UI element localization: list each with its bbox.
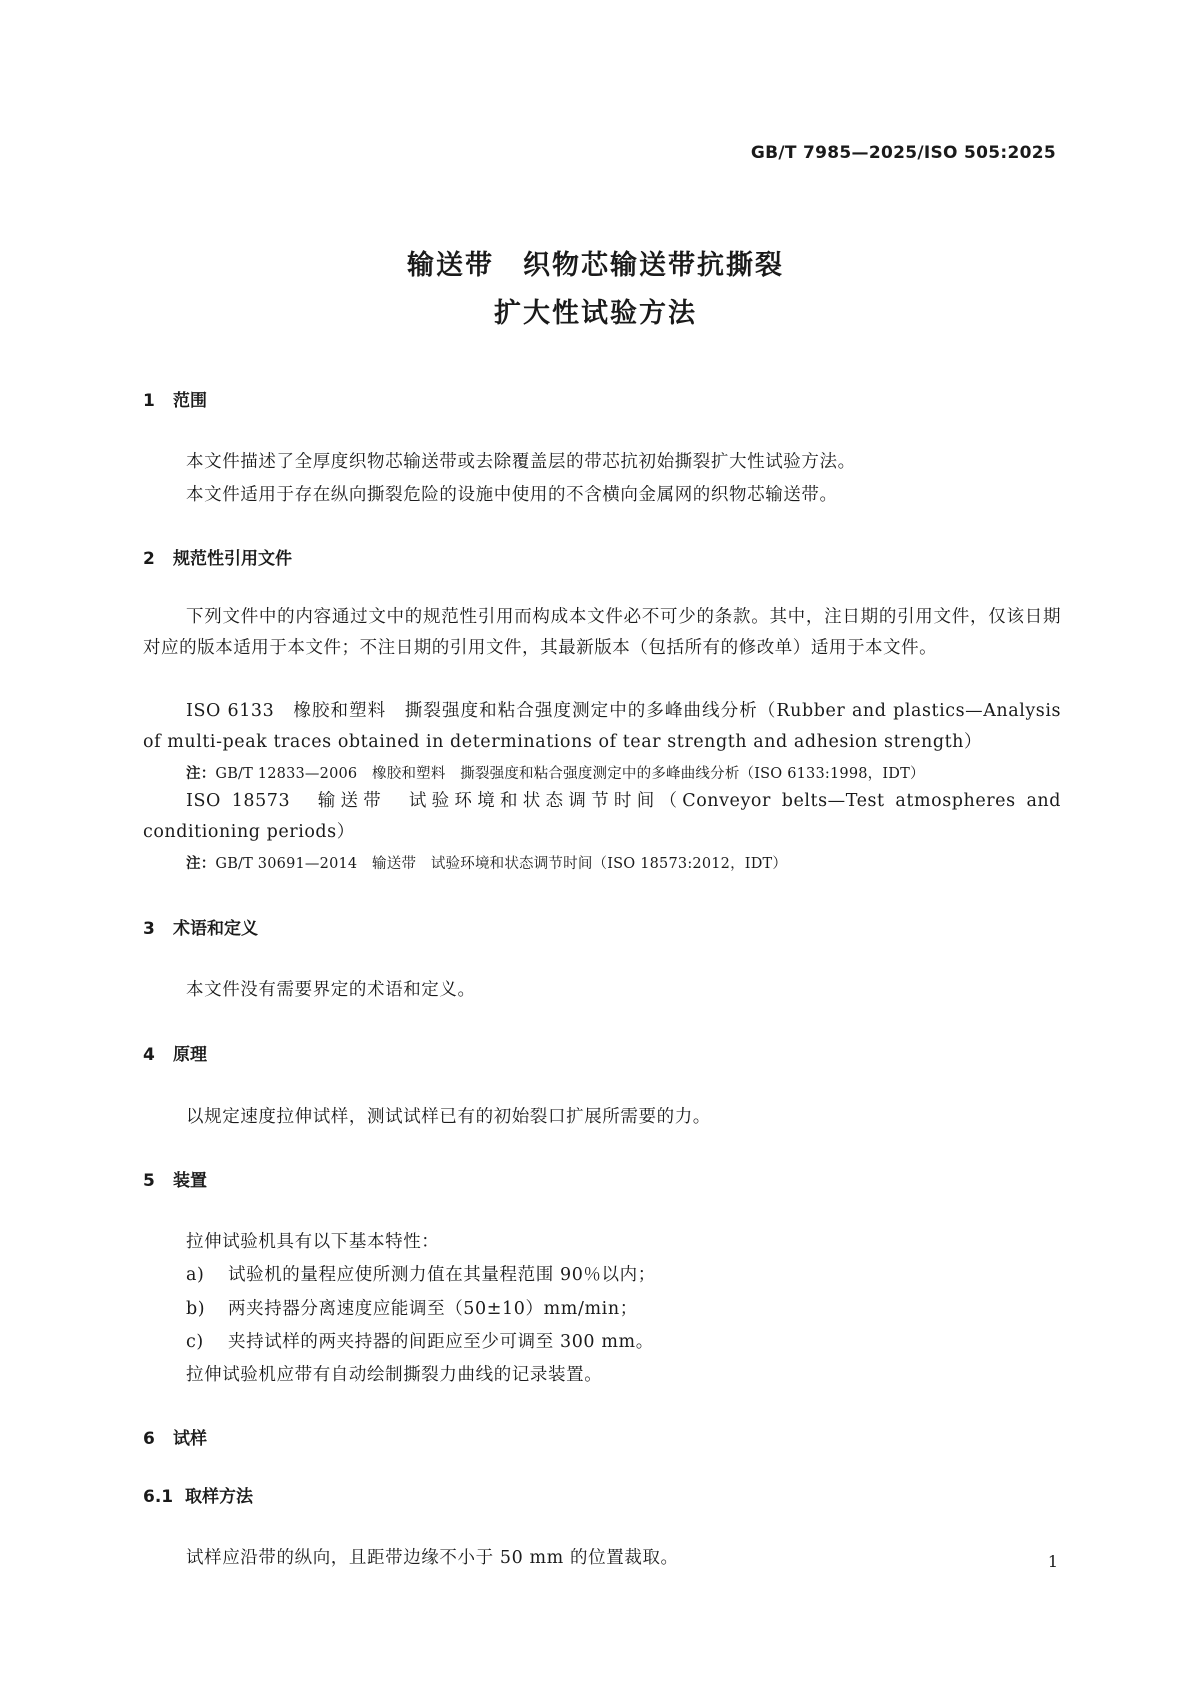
standard-code: GB/T 7985—2025/ISO 505:2025 [750,143,1056,163]
section-title: 装置 [173,1171,207,1191]
note-text: GB/T 30691—2014 输送带 试验环境和状态调节时间（ISO 18573:2012，IDT） [215,856,788,872]
section-number: 3 [143,919,155,939]
page-number: 1 [1047,1552,1058,1571]
document-title [0,242,1191,338]
list-text: 两夹持器分离速度应能调至（50±10）mm/min； [228,1299,638,1319]
section-title: 术语和定义 [173,919,258,939]
note-text: GB/T 12833—2006 橡胶和塑料 撕裂强度和粘合强度测定中的多峰曲线分析（ISO 6133:1998，IDT） [215,766,925,782]
reference-iso-18573: ISO 18573 输送带 试验环境和状态调节时间（Conveyor belts—Test atmospheres and conditioning periods） [143,791,1061,842]
list-text: 夹持试样的两夹持器的间距应至少可调至 300 mm。 [228,1332,654,1352]
section-2-heading [143,544,292,569]
note-gb-t-12833 [186,762,925,783]
section-title: 范围 [173,391,207,411]
note-label: 注： [186,856,216,872]
list-item-a [186,1261,656,1286]
section-6-1-heading [143,1482,253,1507]
list-marker: b) [186,1299,206,1319]
section-number: 6 [143,1429,155,1449]
reference-iso-6133: ISO 6133 橡胶和塑料 撕裂强度和粘合强度测定中的多峰曲线分析（Rubber and plastics—Analysis of multi-peak traces obtained in determinations of tear strength and adhesion strength） [143,701,1061,752]
section-3-heading [143,914,258,939]
section-5-heading [143,1166,207,1191]
section-5-intro: 拉伸试验机具有以下基本特性： [186,1232,440,1252]
section-number: 4 [143,1045,155,1065]
section-number: 5 [143,1171,155,1191]
list-marker: c) [186,1332,204,1352]
title-line-2: 扩大性试验方法 [494,298,697,329]
section-3-paragraph-1: 本文件没有需要界定的术语和定义。 [186,980,476,1000]
section-2-intro: 下列文件中的内容通过文中的规范性引用而构成本文件必不可少的条款。其中，注日期的引用文件，仅该日期对应的版本适用于本文件；不注日期的引用文件，其最新版本（包括所有的修改单）适用于本文件。 [143,607,1061,658]
list-marker: a) [186,1265,205,1285]
list-item-b [186,1295,638,1320]
section-5-outro: 拉伸试验机应带有自动绘制撕裂力曲线的记录装置。 [186,1365,603,1385]
section-title: 取样方法 [185,1487,253,1507]
section-number: 1 [143,391,155,411]
section-6-1-paragraph-1: 试样应沿带的纵向，且距带边缘不小于 50 mm 的位置裁取。 [186,1548,679,1568]
section-number: 2 [143,549,155,569]
section-1-paragraph-1: 本文件描述了全厚度织物芯输送带或去除覆盖层的带芯抗初始撕裂扩大性试验方法。 [186,452,856,472]
title-line-1: 输送带 织物芯输送带抗撕裂 [407,250,784,281]
section-4-paragraph-1: 以规定速度拉伸试样，测试试样已有的初始裂口扩展所需要的力。 [186,1107,711,1127]
section-1-paragraph-2: 本文件适用于存在纵向撕裂危险的设施中使用的不含横向金属网的织物芯输送带。 [186,485,838,505]
section-title: 原理 [173,1045,207,1065]
list-item-c [186,1328,654,1353]
section-6-heading [143,1424,207,1449]
section-title: 规范性引用文件 [173,549,292,569]
section-1-heading [143,386,207,411]
note-label: 注： [186,766,216,782]
section-title: 试样 [173,1429,207,1449]
list-text: 试验机的量程应使所测力值在其量程范围 90％以内； [228,1265,656,1285]
section-number: 6.1 [143,1487,174,1507]
section-4-heading [143,1040,207,1065]
note-gb-t-30691 [186,852,787,873]
